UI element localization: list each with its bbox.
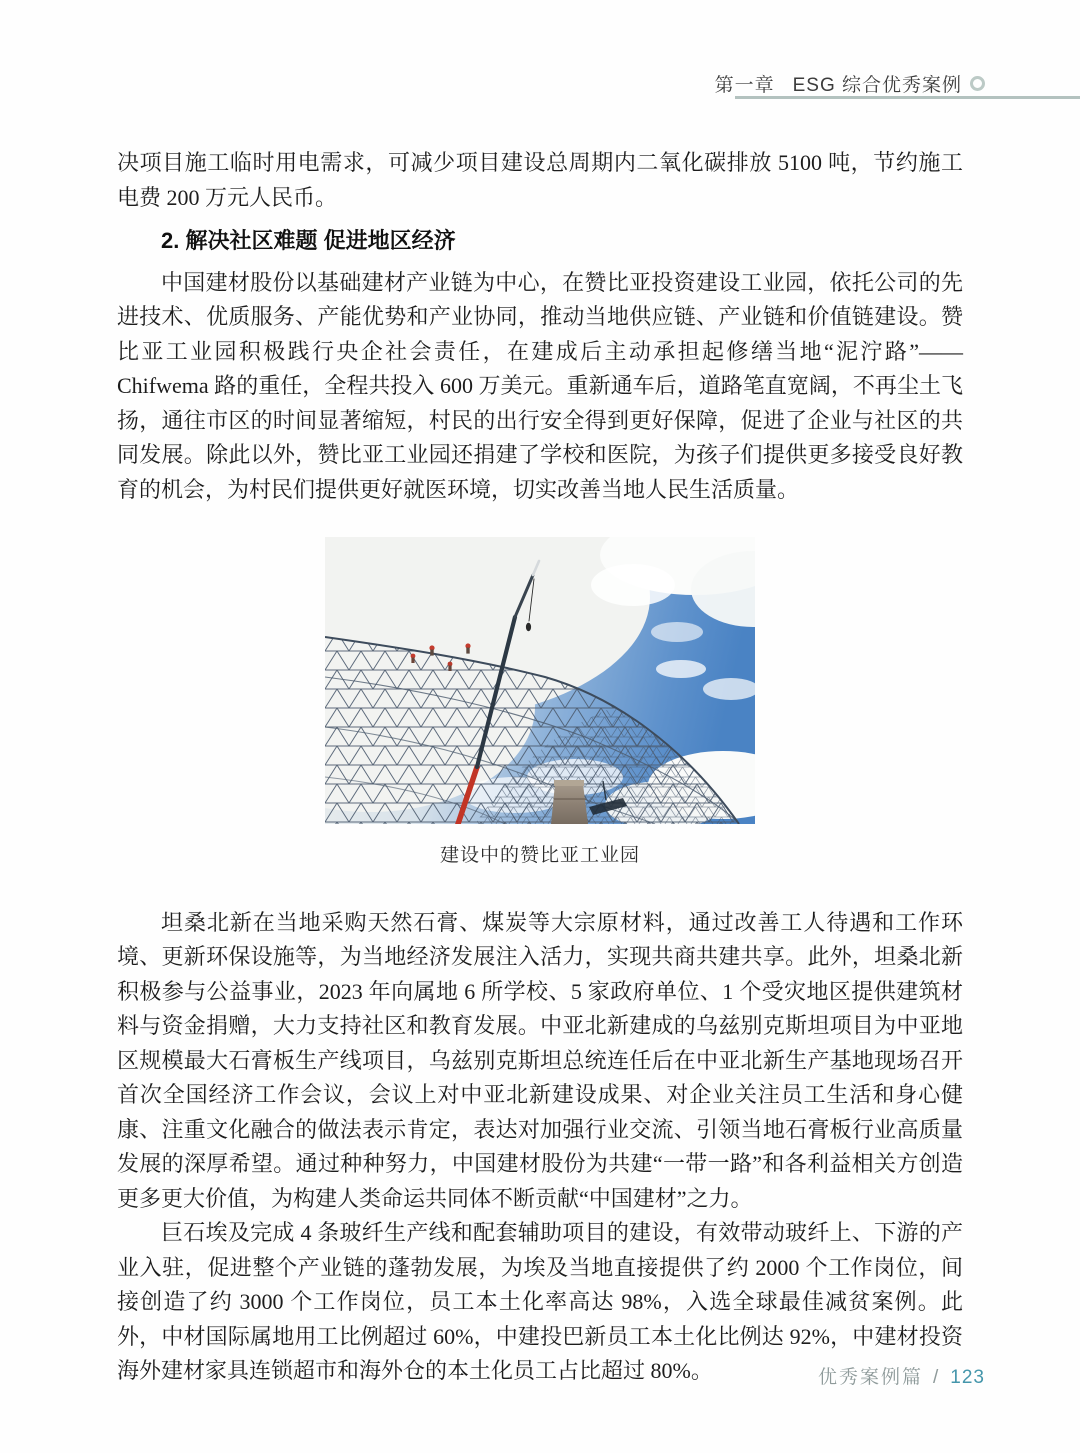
chimney: [551, 780, 588, 824]
figure-caption: 建设中的赞比亚工业园: [439, 845, 640, 866]
chapter-title: ESG 综合优秀案例: [792, 75, 962, 96]
body-text: [117, 146, 963, 1389]
paragraph-continuation: 决项目施工临时用电需求，可减少项目建设总周期内二氧化碳排放 5100 吨，节约施工电费 200 万元人民币。: [117, 150, 963, 210]
page-footer: [818, 1362, 985, 1389]
running-head: [715, 70, 985, 97]
ring-icon: [970, 76, 985, 91]
header-rule: [735, 96, 1080, 99]
paragraph-jushi: 巨石埃及完成 4 条玻纤生产线和配套辅助项目的建设，有效带动玻纤上、下游的产业入驻，促进整个产业链的蓬勃发展，为埃及当地直接提供了约 2000 个工作岗位，间接创造了约 3000 个工作岗位，员工本土化率高达 98%，入选全球最佳减贫案例。此外，中材国际属地用工比例超过 60%，中建投巴新员工本土化比例达 92%，中建材投资海外建材家具连锁超市和海外仓的本土化员工占比超过 80%。: [117, 1220, 963, 1383]
section-heading: 2. 解决社区难题 促进地区经济: [161, 228, 456, 253]
paragraph-zambia: 中国建材股份以基础建材产业链为中心，在赞比亚投资建设工业园，依托公司的先进技术、优质服务、产能优势和产业协同，推动当地供应链、产业链和价值链建设。赞比亚工业园积极践行央企社会责任，在建成后主动承担起修缮当地“泥泞路”——Chifwema 路的重任，全程共投入 600 万美元。重新通车后，道路笔直宽阔，不再尘土飞扬，通往市区的时间显著缩短，村民的出行安全得到更好保障，促进了企业与社区的共同发展。除此以外，赞比亚工业园还捐建了学校和医院，为孩子们提供更多接受良好教育的机会，为村民们提供更好就医环境，切实改善当地人民生活质量。: [117, 269, 963, 502]
footer-separator: /: [933, 1367, 941, 1388]
chapter-label: 第一章: [714, 75, 775, 96]
paragraph-tanzania: 坦桑北新在当地采购天然石膏、煤炭等大宗原材料，通过改善工人待遇和工作环境、更新环保设施等，为当地经济发展注入活力，实现共商共建共享。此外，坦桑北新积极参与公益事业，2023 年向属地 6 所学校、5 家政府单位、1 个受灾地区提供建筑材料与资金捐赠，大力支持社区和教育发展。中亚北新建成的乌兹别克斯坦项目为中亚地区规模最大石膏板生产线项目，乌兹别克斯坦总统连任后在中亚北新生产基地现场召开首次全国经济工作会议，会议上对中亚北新建设成果、对企业关注员工生活和身心健康、注重文化融合的做法表示肯定，表达对加强行业交流、引领当地石膏板行业高质量发展的深厚希望。通过种种努力，中国建材股份为共建“一带一路”和各利益相关方创造更多更大价值，为构建人类命运共同体不断贡献“中国建材”之力。: [117, 909, 963, 1211]
construction-photo: [325, 537, 755, 824]
figure-block: [325, 537, 755, 874]
footer-page-number: 123: [950, 1367, 985, 1388]
page-header: [0, 0, 1080, 102]
footer-section-label: 优秀案例篇: [818, 1367, 924, 1388]
